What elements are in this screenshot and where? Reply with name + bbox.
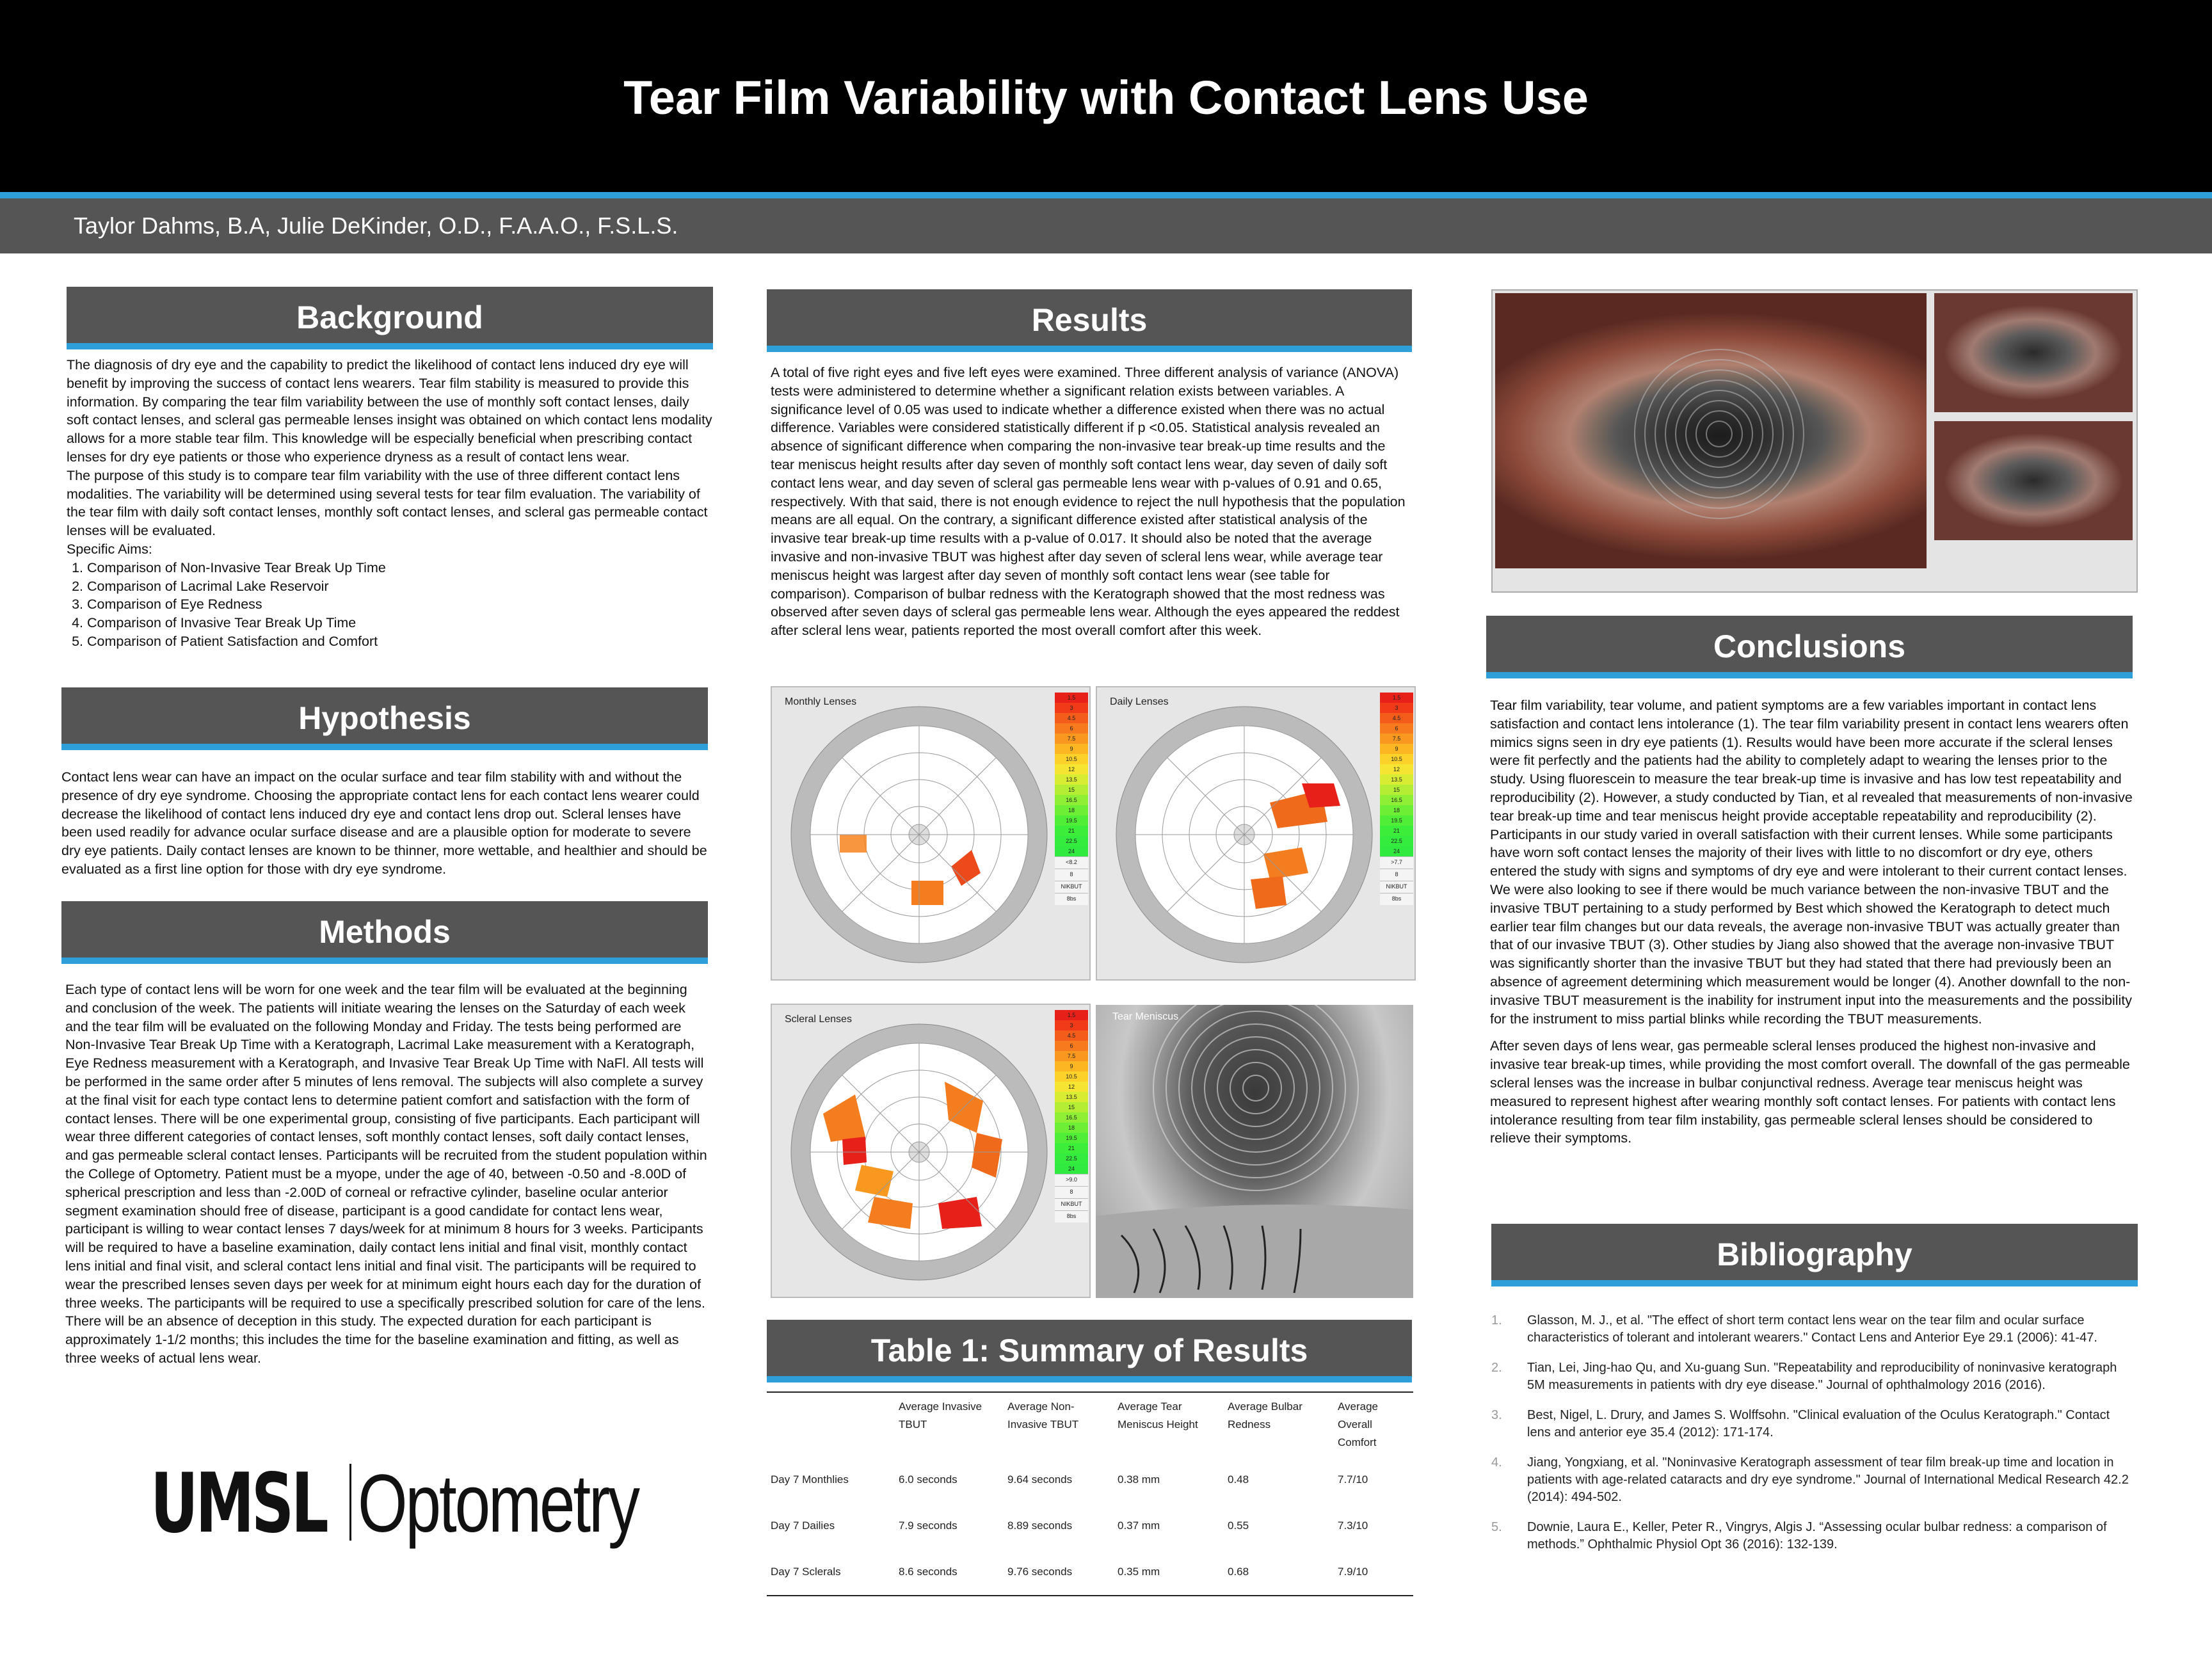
table-cell: 7.3/10 — [1338, 1519, 1368, 1532]
table-cell: 0.55 — [1228, 1519, 1249, 1532]
scale-step: 16.5 — [1055, 795, 1088, 805]
table-row — [767, 1457, 1413, 1503]
bib-number: 3. — [1491, 1408, 1502, 1422]
table-cell: 6.0 seconds — [899, 1473, 958, 1486]
aim-item: 3. Comparison of Eye Redness — [87, 595, 713, 614]
scleral-chart-label: Scleral Lenses — [785, 1014, 852, 1025]
table-cell: 7.9 seconds — [899, 1519, 958, 1532]
scale-step: 12 — [1055, 764, 1088, 774]
monthly-polar-plot — [785, 694, 1066, 975]
scale-readout: 8 — [1055, 869, 1088, 881]
bib-number: 5. — [1491, 1520, 1502, 1534]
table-cell: Day 7 Dailies — [771, 1519, 835, 1532]
table-cell: 9.76 seconds — [1007, 1566, 1073, 1578]
table-heading — [767, 1320, 1412, 1382]
table-header-cell: Average Invasive TBUT — [899, 1400, 982, 1431]
bibliography-heading-text: Bibliography — [1717, 1237, 1912, 1272]
authors: Taylor Dahms, B.A, Julie DeKinder, O.D., F.A.A.O., F.S.L.S. — [74, 212, 678, 239]
methods-heading-text: Methods — [319, 914, 451, 950]
bib-text: Jiang, Yongxiang, et al. "Noninvasive Keratograph assessment of tear film break-up time and location in patients with age-related cataracts and dry eye syndrome." Journal of International Medical Research 42.2 (2014): 494-502. — [1527, 1455, 2129, 1504]
scale-step: 24 — [1055, 1164, 1088, 1174]
bib-item — [1491, 1407, 2131, 1441]
table-row — [767, 1549, 1413, 1596]
scleral-polar-plot — [785, 1011, 1066, 1293]
scale-step: 21 — [1380, 826, 1413, 836]
scale-step: 4.5 — [1055, 1030, 1088, 1041]
table-cell: 0.48 — [1228, 1473, 1249, 1486]
scale-step: 6 — [1380, 723, 1413, 733]
bib-text: Tian, Lei, Jing-hao Qu, and Xu-guang Sun. "Repeatability and reproducibility of noninvasive keratograph 5M measurements in patients with dry eye disease." Journal of ophthalmology 2016 (2016). — [1527, 1361, 2117, 1392]
table-header-cell — [767, 1392, 899, 1457]
scale-step: 3 — [1055, 703, 1088, 713]
table-heading-text: Table 1: Summary of Results — [870, 1333, 1308, 1368]
scale-readout: 8 — [1380, 869, 1413, 881]
results-heading — [767, 289, 1412, 352]
scale-step: 3 — [1380, 703, 1413, 713]
table-header-cell: Average Overall Comfort — [1338, 1400, 1379, 1448]
scale-step: 19.5 — [1055, 815, 1088, 826]
bibliography-list — [1491, 1312, 2131, 1566]
scale-step: 1.5 — [1380, 693, 1413, 703]
eye-photo-thumb-2 — [1934, 421, 2133, 540]
aims-label: Specific Aims: — [67, 541, 152, 557]
placido-rings — [1096, 1005, 1413, 1298]
table-cell: 8.89 seconds — [1007, 1519, 1073, 1532]
scale-step: 6 — [1055, 723, 1088, 733]
poster-title: Tear Film Variability with Contact Lens Use — [623, 71, 1589, 124]
table-cell: 0.35 mm — [1118, 1566, 1160, 1578]
scale-step: 22.5 — [1055, 836, 1088, 846]
monthly-chart-label: Monthly Lenses — [785, 696, 857, 707]
logo-umsl: UMSL — [150, 1456, 326, 1551]
tear-meniscus-image — [1096, 1005, 1413, 1298]
table-header-cell: Average Non-Invasive TBUT — [1007, 1400, 1079, 1431]
conclusions-p2: After seven days of lens wear, gas permeable scleral lenses produced the highest non-invasive and invasive tear break-up times, while providing the most comfort overall. The downfall of the gas permeable scleral lenses was the increase in bulbar conjunctival redness. Average tear meniscus height was measured to represent highest after wearing monthly soft contact lenses. For patients with contact lens intolerance resulting from tear film instability, gas permeable scleral lenses should be considered to relieve their symptoms. — [1490, 1038, 2130, 1146]
results-heading-text: Results — [1031, 302, 1148, 338]
daily-polar-plot — [1110, 694, 1391, 975]
header — [0, 0, 2212, 192]
scale-readout: 8bs — [1380, 893, 1413, 905]
scale-step: 1.5 — [1055, 1010, 1088, 1020]
meniscus-label: Tear Meniscus — [1112, 1011, 1179, 1022]
conclusions-heading — [1486, 616, 2133, 678]
scale-readout: 8bs — [1055, 1210, 1088, 1222]
table-cell: Day 7 Sclerals — [771, 1566, 841, 1578]
scale-step: 18 — [1055, 805, 1088, 815]
bibliography-heading — [1491, 1224, 2138, 1286]
scale-step: 18 — [1055, 1123, 1088, 1133]
scale-step: 15 — [1055, 785, 1088, 795]
summary-table — [767, 1391, 1413, 1596]
scale-step: 21 — [1055, 1143, 1088, 1153]
scale-readout: 8 — [1055, 1186, 1088, 1198]
hypothesis-heading — [61, 687, 708, 750]
scale-step: 15 — [1055, 1102, 1088, 1112]
scale-step: 7.5 — [1055, 733, 1088, 744]
scale-step: 4.5 — [1055, 713, 1088, 723]
scale-step: 9 — [1055, 1061, 1088, 1071]
scale-step: 19.5 — [1380, 815, 1413, 826]
scale-step: 24 — [1380, 846, 1413, 856]
scale-step: 10.5 — [1055, 1071, 1088, 1082]
background-text — [67, 356, 713, 651]
bib-text: Downie, Laura E., Keller, Peter R., Vingrys, Algis J. “Assessing ocular bulbar redness: a comparison of methods.” Ophthalmic Physiol Opt 36 (2016): 132-139. — [1527, 1520, 2107, 1551]
scale-step: 10.5 — [1055, 754, 1088, 764]
table-cell: 8.6 seconds — [899, 1566, 958, 1578]
eye-placido-rings — [1495, 293, 1927, 568]
table-header-cell: Average Bulbar Redness — [1228, 1400, 1302, 1431]
keratograph-screenshot — [1491, 289, 2138, 593]
table-row — [767, 1503, 1413, 1549]
scale-readout: NIKBUT — [1055, 1198, 1088, 1210]
table-cell: 7.7/10 — [1338, 1473, 1368, 1486]
table-cell: 0.68 — [1228, 1566, 1249, 1578]
methods-heading — [61, 901, 708, 964]
background-heading-text: Background — [296, 300, 483, 335]
scale-step: 22.5 — [1055, 1153, 1088, 1164]
bib-item — [1491, 1359, 2131, 1394]
aim-item: 2. Comparison of Lacrimal Lake Reservoir — [87, 577, 713, 596]
scale-readout: >7.7 — [1380, 856, 1413, 869]
scleral-lenses-chart — [771, 1004, 1091, 1298]
daily-chart-label: Daily Lenses — [1110, 696, 1169, 707]
bib-text: Best, Nigel, L. Drury, and James S. Wolffsohn. "Clinical evaluation of the Oculus Keratograph." Contact lens and anterior eye 35.4 (2012): 171-174. — [1527, 1408, 2110, 1439]
scale-step: 3 — [1055, 1020, 1088, 1030]
scale-readout: >9.0 — [1055, 1174, 1088, 1186]
monthly-color-scale — [1055, 693, 1088, 905]
bib-text: Glasson, M. J., et al. "The effect of short term contact lens wear on the tear film and ocular surface characteristics of tolerant and intolerant wearers." Contact Lens and Anterior Eye 29.1 (2006): 41-47. — [1527, 1313, 2097, 1345]
scale-step: 1.5 — [1055, 693, 1088, 703]
daily-color-scale — [1380, 693, 1413, 905]
hypothesis-heading-text: Hypothesis — [298, 700, 471, 736]
logo-divider — [349, 1464, 351, 1541]
bib-item — [1491, 1519, 2131, 1553]
hypothesis-text: Contact lens wear can have an impact on the ocular surface and tear film stability with and without the presence of dry eye syndrome. Choosing the appropriate contact lens for each contact lens wearer could decrease the likelihood of contact lens induced dry eye and contact lens drop out. Scleral lenses have been used readily for advance ocular surface disease and are a plausible option for moderate to severe dry eye patients. Daily contact lenses are known to be thinner, more wettable, and healthier and should be evaluated as a first line option for those with dry eye syndrome. — [61, 769, 707, 877]
scale-step: 4.5 — [1380, 713, 1413, 723]
header-divider — [0, 192, 2212, 198]
background-p2: The purpose of this study is to compare tear film variability with the use of three different contact lens modalities. The variability will be determined using several tests for tear film evaluation. The variability of the tear film with daily soft contact lenses, monthly soft contact lenses, and scleral gas permeable contact lenses will be evaluated. — [67, 467, 708, 539]
table-cell: 9.64 seconds — [1007, 1473, 1073, 1486]
table-cell: 7.9/10 — [1338, 1566, 1368, 1578]
eye-photo-thumb-1 — [1934, 293, 2133, 412]
umsl-optometry-logo — [150, 1456, 717, 1551]
scale-step: 22.5 — [1380, 836, 1413, 846]
scale-step: 13.5 — [1055, 774, 1088, 785]
table-cell: 0.37 mm — [1118, 1519, 1160, 1532]
table-header-cell: Average Tear Meniscus Height — [1118, 1400, 1198, 1431]
table-header-row — [767, 1392, 1413, 1457]
scleral-color-scale — [1055, 1010, 1088, 1222]
background-heading — [67, 287, 713, 349]
scale-step: 12 — [1055, 1082, 1088, 1092]
bib-item — [1491, 1312, 2131, 1347]
scale-step: 24 — [1055, 846, 1088, 856]
scale-readout: <8.2 — [1055, 856, 1088, 869]
table-cell: Day 7 Monthlies — [771, 1473, 849, 1486]
scale-readout: NIKBUT — [1380, 881, 1413, 893]
table-cell: 0.38 mm — [1118, 1473, 1160, 1486]
aim-item: 1. Comparison of Non-Invasive Tear Break Up Time — [87, 559, 713, 577]
scale-step: 18 — [1380, 805, 1413, 815]
scale-step: 9 — [1380, 744, 1413, 754]
monthly-lenses-chart — [771, 686, 1091, 981]
scale-step: 21 — [1055, 826, 1088, 836]
scale-step: 12 — [1380, 764, 1413, 774]
scale-step: 7.5 — [1055, 1051, 1088, 1061]
logo-optometry: Optometry — [358, 1458, 639, 1550]
background-p1: The diagnosis of dry eye and the capability to predict the likelihood of contact lens induced dry eye will benefit by improving the success of contact lens wearers. Tear film stability is measured to provide this information. By comparing the tear film variability between the use of monthly soft contact lenses, daily soft contact lenses, and scleral gas permeable lenses insight was obtained on which contact lens modality allows for a more stable tear film. This knowledge will be especially beneficial when prescribing contact lenses for dry eye patients or those who experience dryness as a result of contact lens wear. — [67, 357, 712, 465]
bib-number: 4. — [1491, 1455, 1502, 1470]
scale-step: 9 — [1055, 744, 1088, 754]
conclusions-heading-text: Conclusions — [1713, 629, 1906, 664]
scale-readout: NIKBUT — [1055, 881, 1088, 893]
methods-text: Each type of contact lens will be worn for one week and the tear film will be evaluated at the beginning and conclusion of the week. The patients will initiate wearing the lenses on the Saturday of each week and the tear film will be evaluated on the following Monday and Friday. The tests being performed are Non-Invasive Tear Break Up Time with a Keratograph, Lacrimal Lake measurement with a Keratograph, Eye Redness measurement with a Keratograph, and Invasive Tear Break Up Time with NaFl. All tests will be performed in the same order after 5 minutes of lens removal. The subjects will also complete a survey at the final visit for each type contact lens to determine patient comfort and satisfaction with the form of contact lenses. There will be one experimental group, consisting of five participants. Each participant will wear three different categories of contact lenses, soft monthly contact lenses, soft daily contact lenses, and gas permeable scleral contact lenses. Participants will be recruited from the student population within the College of Optometry. Patient must be a myope, under the age of 40, between -0.50 and -8.00D of spherical prescription and less than -2.00D of corneal or refractive cylinder, baseline ocular anterior segment examination should free of disease, participant is a good candidate for contact lens wear, participant is willing to wear contact lenses 7 days/week for at minimum 8 hours for 3 weeks. Participants will be required to have a baseline examination, daily contact lens initial and final visit, monthly contact lens initial and final visit, and scleral contact lens initial and final visit. The participants will be required to wear the prescribed lenses seven days per week for at minimum eight hours each day for the duration of three weeks. The participants will be required to use a specifically prescribed solution for care of the lens. There will be an absence of deception in this study. The expected duration for each participant is approximately 1-1/2 months; this includes the time for the baseline examination and fitting, as well as three weeks of actual lens wear. — [65, 982, 707, 1366]
scale-step: 10.5 — [1380, 754, 1413, 764]
bib-item — [1491, 1454, 2131, 1506]
scale-step: 7.5 — [1380, 733, 1413, 744]
bib-number: 2. — [1491, 1361, 1502, 1375]
author-bar — [0, 198, 2212, 253]
aims-list — [67, 559, 713, 651]
bib-number: 1. — [1491, 1313, 1502, 1327]
scale-step: 16.5 — [1055, 1112, 1088, 1123]
aim-item: 5. Comparison of Patient Satisfaction and Comfort — [87, 632, 713, 651]
scale-step: 19.5 — [1055, 1133, 1088, 1143]
scale-step: 15 — [1380, 785, 1413, 795]
conclusions-text — [1490, 696, 2135, 1157]
aim-item: 4. Comparison of Invasive Tear Break Up Time — [87, 614, 713, 632]
daily-lenses-chart — [1096, 686, 1416, 981]
conclusions-p1: Tear film variability, tear volume, and patient symptoms are a few variables important in contact lens satisfaction and contact lens intolerance (1). The tear film variability present in contact lens wearers often mimics signs seen in dry eye patients (1). Results would have been more accurate if the scleral lenses were fit perfectly and the patients had the ability to completely adapt to wearing the lenses prior to the study. Using fluorescein to measure the tear break-up time is invasive and has low test repeatability and reproducibility (2). However, a study conducted by Tian, et al revealed that measurements of non-invasive tear break-up time and tear meniscus height provide acceptable repeatability and reproducibility (2). Participants in our study varied in overall satisfaction with their current lenses. While some participants have worn soft contact lenses the majority of their lives with little to no discomfort or dry eye, others entered the study with signs and symptoms of dry eye and were intolerant to their current contact lenses. We were also looking to see if there would be much variance between the non-invasive TBUT and the invasive TBUT pertaining to a study performed by Best which showed the Keratograph to detect much earlier tear film changes but our data reveals, the average non-invasive TBUT was actually greater than that of our invasive TBUT (3). Other studies by Jiang also showed that the average non-invasive TBUT was significantly shorter than the invasive TBUT but they had stated that there had previously been an absence of agreement determining which measurement would be longer (4). Another downfall to the non-invasive TBUT measurement is the inability for instrument input into the measurements and the possibility for the instrument to miss partial blinks while recording the TBUT measurements. — [1490, 698, 2133, 1027]
scale-step: 13.5 — [1055, 1092, 1088, 1102]
scale-step: 16.5 — [1380, 795, 1413, 805]
scale-readout: 8bs — [1055, 893, 1088, 905]
results-text: A total of five right eyes and five left eyes were examined. Three different analysis of variance (ANOVA) tests were administered to determine whether a significant relation exists between variables. A significance level of 0.05 was used to indicate whether a difference existed when there was no actual difference. Variables were considered statistically different if p <0.05. Statistical analysis revealed an absence of significant difference when comparing the non-invasive tear break-up time results and the tear meniscus height results after day seven of monthly soft contact lens wear, day seven of daily soft contact lens wear, and day seven of scleral gas permeable lens wear with p-values of 0.91 and 0.65, respectively. With that said, there is not enough evidence to reject the null hypothesis that the population means are all equal. On the contrary, a significant difference existed after statistical analysis of the invasive tear break-up time results with a p-value of 0.017. It should also be noted that the average invasive and non-invasive TBUT was highest after day seven of scleral lens wear, while average tear meniscus height was largest after day seven of monthly soft contact lens wear (see table for comparison). Comparison of bulbar redness with the Keratograph showed that the most redness was observed after seven days of scleral gas permeable lens wear. Although the eyes appeared the reddest after scleral lens wear, patients reported the most overall comfort after this week. — [771, 365, 1406, 639]
scale-step: 6 — [1055, 1041, 1088, 1051]
scale-step: 13.5 — [1380, 774, 1413, 785]
